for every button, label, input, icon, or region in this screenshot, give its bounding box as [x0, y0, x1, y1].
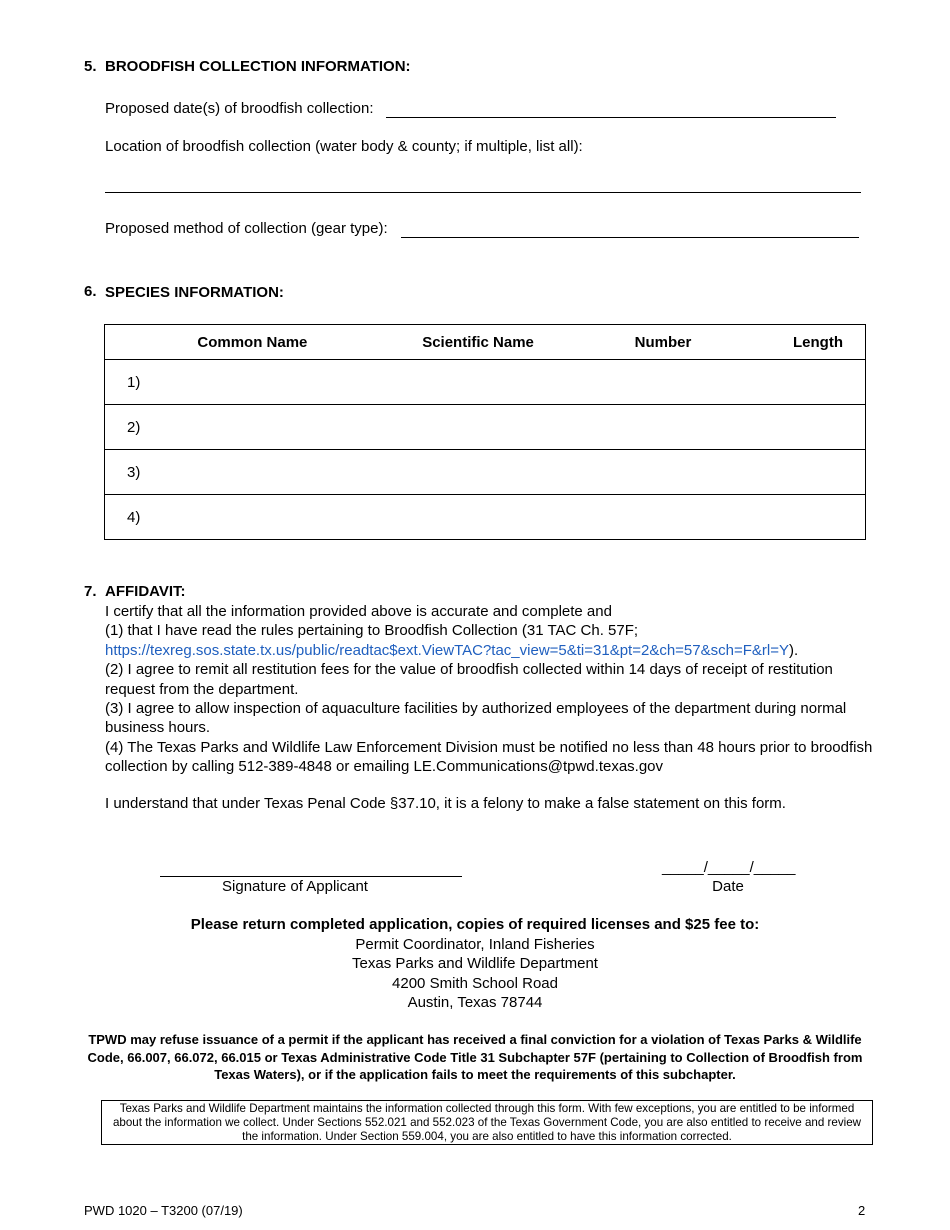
- number-cell[interactable]: [564, 405, 741, 450]
- address-line: Permit Coordinator, Inland Fisheries: [355, 936, 595, 953]
- length-cell[interactable]: [741, 360, 865, 405]
- address-line: Texas Parks and Wildlife Department: [352, 955, 598, 973]
- method-field[interactable]: [401, 221, 859, 238]
- affidavit-line-2: (1) that I have read the rules pertaining to Broodfish Collection (31 TAC Ch. 57F;: [105, 622, 639, 640]
- table-row: [105, 360, 866, 405]
- common-name-cell[interactable]: [185, 405, 319, 450]
- page-number: 2: [858, 1203, 866, 1218]
- address-line: Austin, Texas 78744: [407, 994, 543, 1012]
- permit-refusal-notice: TPWD may refuse issuance of a permit if the applicant has received a final conviction for a violation of Texas Parks & Wildlife Code, 66.007, 66.072, 66.015 or Texas Administrative Code Title 31 Subchapter 57F (pertaining to Collection of Broodfish from Texas Waters), or if the application fails to meet the requirements of this subchapter.: [87, 1032, 863, 1082]
- date-field[interactable]: _____/_____/_____: [662, 859, 796, 876]
- date-label: Date: [712, 878, 744, 895]
- scientific-name-cell[interactable]: [319, 450, 564, 495]
- number-cell[interactable]: [564, 495, 741, 540]
- privacy-notice-box: Texas Parks and Wildlife Department maintains the information collected through this form. With few exceptions, you are entitled to be informed about the information we collect. Under Sections 552.021 and 552.023 of the Texas Government Code, you are also entitled to receive and review the information. Under Section 559.004, you are also entitled to have this information corrected.: [101, 1100, 873, 1145]
- affidavit-link-line: [105, 641, 875, 660]
- signature-field[interactable]: [160, 860, 462, 877]
- location-field[interactable]: [105, 176, 861, 193]
- scientific-name-cell[interactable]: [319, 405, 564, 450]
- return-address: [0, 935, 950, 1013]
- species-table: [104, 324, 866, 540]
- common-name-cell[interactable]: [185, 360, 319, 405]
- number-cell[interactable]: [564, 360, 741, 405]
- tac-rules-link[interactable]: https://texreg.sos.state.tx.us/public/readtac$ext.ViewTAC?tac_view=5&ti=31&pt=2&ch=57&sch=F&rl=Y: [105, 641, 789, 659]
- header-blank: [105, 325, 186, 360]
- affidavit-line-1: I certify that all the information provided above is accurate and complete and: [105, 603, 612, 620]
- section-7-number: 7.: [84, 583, 97, 600]
- col-length: Length: [793, 333, 843, 351]
- common-name-cell[interactable]: [185, 495, 319, 540]
- proposed-dates-label: Proposed date(s) of broodfish collection:: [105, 100, 374, 117]
- row-number: 3): [105, 450, 186, 495]
- scientific-name-cell[interactable]: [319, 360, 564, 405]
- affidavit-text: [105, 602, 875, 777]
- proposed-dates-field[interactable]: [386, 101, 836, 118]
- location-label: Location of broodfish collection (water body & county; if multiple, list all):: [105, 138, 583, 155]
- affidavit-line-3: (2) I agree to remit all restitution fees for the value of broodfish collected within 14 days of receipt of restitution request from the department.: [105, 661, 833, 698]
- section-5-number: 5.: [84, 58, 97, 75]
- affidavit-line-4: (3) I agree to allow inspection of aquaculture facilities by authorized employees of the department during normal business hours.: [105, 700, 847, 737]
- number-cell[interactable]: [564, 450, 741, 495]
- col-common-name: Common Name: [197, 333, 308, 351]
- table-row: [105, 495, 866, 540]
- length-cell[interactable]: [741, 495, 865, 540]
- section-6-number: 6.: [84, 283, 97, 300]
- length-cell[interactable]: [741, 405, 865, 450]
- col-scientific-name: Scientific Name: [422, 333, 534, 351]
- form-id: PWD 1020 – T3200 (07/19): [84, 1203, 243, 1218]
- row-number: 4): [105, 495, 186, 540]
- table-row: [105, 450, 866, 495]
- link-suffix: ).: [789, 641, 799, 659]
- table-row: [105, 405, 866, 450]
- section-6-title: SPECIES INFORMATION:: [105, 284, 284, 301]
- method-label: Proposed method of collection (gear type):: [105, 220, 388, 237]
- row-number: 1): [105, 360, 186, 405]
- species-header-row: [105, 325, 866, 360]
- length-cell[interactable]: [741, 450, 865, 495]
- col-number: Number: [634, 333, 692, 351]
- scientific-name-cell[interactable]: [319, 495, 564, 540]
- return-heading: Please return completed application, copies of required licenses and $25 fee to:: [190, 916, 760, 933]
- signature-label: Signature of Applicant: [222, 878, 368, 895]
- penal-code-statement: I understand that under Texas Penal Code §37.10, it is a felony to make a false statement on this form.: [105, 795, 786, 812]
- section-7-title: AFFIDAVIT:: [105, 583, 186, 600]
- row-number: 2): [105, 405, 186, 450]
- address-line: 4200 Smith School Road: [392, 974, 558, 992]
- affidavit-line-5: (4) The Texas Parks and Wildlife Law Enforcement Division must be notified no less than 48 hours prior to broodfish collection by calling 512-389-4848 or emailing LE.Communications@tpwd.texas.gov: [105, 738, 873, 776]
- common-name-cell[interactable]: [185, 450, 319, 495]
- section-5-title: BROODFISH COLLECTION INFORMATION:: [105, 58, 411, 75]
